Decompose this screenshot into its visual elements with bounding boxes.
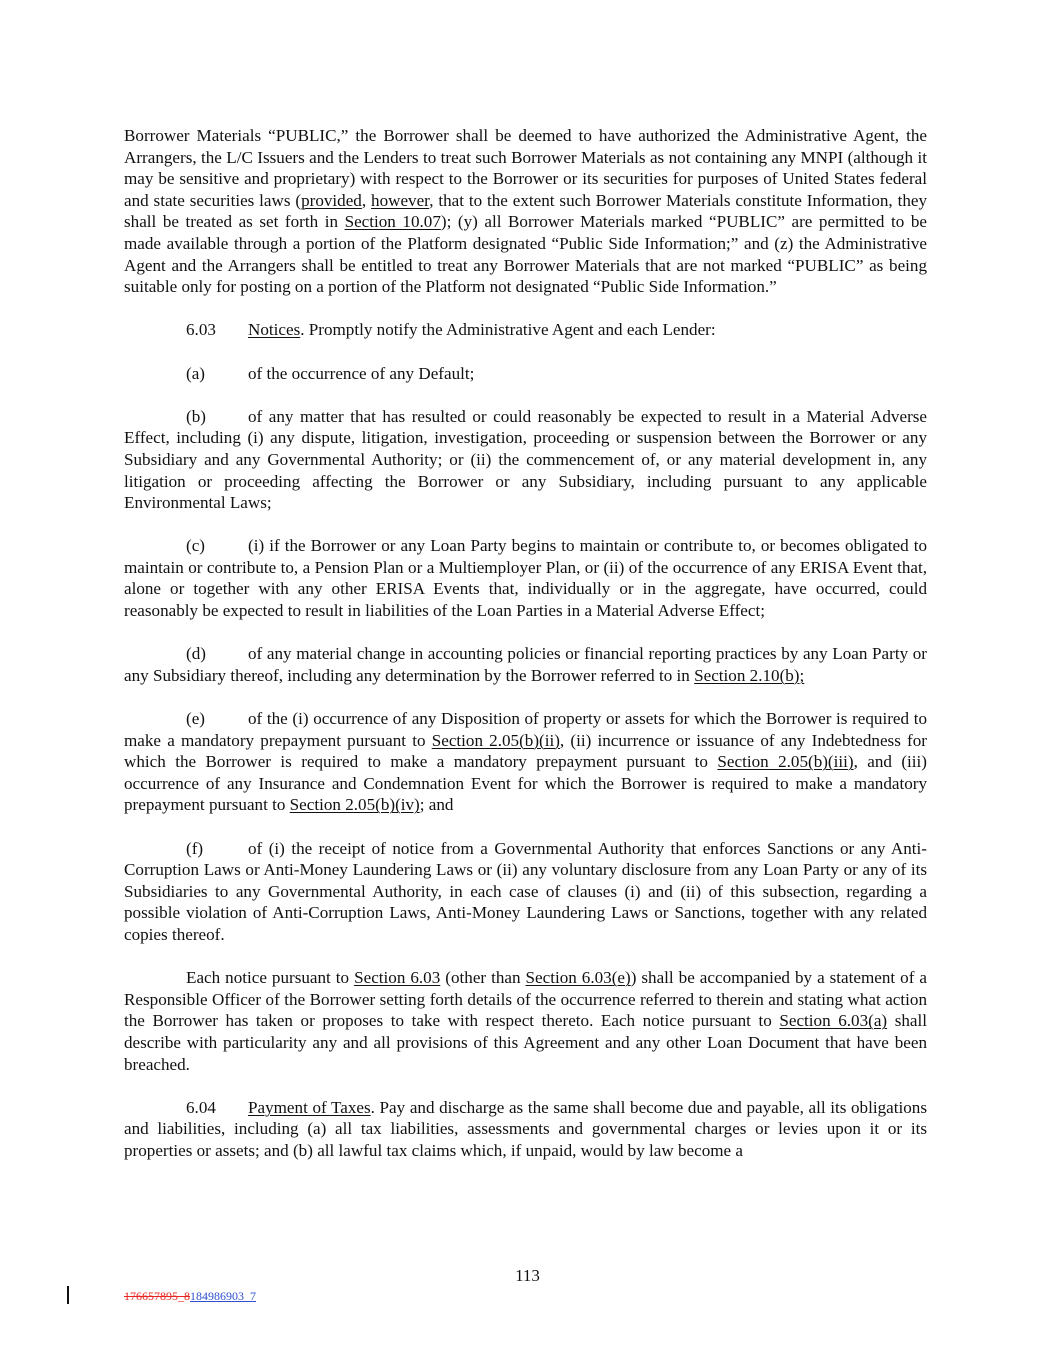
clause-label: (f) bbox=[186, 838, 204, 858]
intro-paragraph bbox=[124, 125, 927, 298]
intro-mid-text: , that to the extent such Borrower Materials constitute Information, they shall be treated as set forth in bbox=[124, 190, 927, 232]
notice-text: shall describe with particularity any and all provisions of this Agreement and any other Loan Document that have been breached. bbox=[124, 1011, 927, 1074]
deleted-document-id: 176657895_8 bbox=[124, 1289, 190, 1303]
intro-comma: , bbox=[361, 190, 372, 210]
section-ref-10-07: Section 10.07 bbox=[344, 212, 441, 232]
section-text: . Pay and discharge as the same shall become due and payable, all its obligations and liabilities, including (a) all tax liabilities, assessments and governmental charges or levies upon it or its properties or assets; and (b) all lawful tax claims which, if unpaid, would by law become a bbox=[124, 1097, 927, 1160]
clause-text: of any material change in accounting policies or financial reporting practices by any Loan Party or any Subsidiary thereof, including any determination by the Borrower referred to in bbox=[124, 644, 927, 685]
clause-text: of any matter that has resulted or could reasonably be expected to result in a Material Adverse Effect, including (i) any dispute, litigation, investigation, proceeding or suspension between the Borrower or any Subsidiary and any Governmental Authority; or (ii) the commencement of, or any material development in, any litigation or proceeding affecting the Borrower or any Subsidiary, including pursuant to any applicable Environmental Laws; bbox=[124, 406, 927, 513]
intro-end-text: ); (y) all Borrower Materials marked “PUBLIC” are permitted to be made available through a portion of the Platform designated “Public Side Information;” and (z) the Administrative Agent and the Arrangers shall be entitled to treat any Borrower Materials that are not marked “PUBLIC” as being suitable only for posting on a portion of the Platform not designated “Public Side Information.” bbox=[124, 212, 927, 297]
clause-text: , (ii) incurrence or issuance of any Indebtedness for which the Borrower is required to make a mandatory prepayment pursuant to bbox=[124, 730, 927, 772]
document-body bbox=[124, 125, 927, 1183]
section-title: Notices bbox=[248, 320, 301, 340]
section-ref-2-05-b-iv: Section 2.05(b)(iv) bbox=[289, 795, 420, 815]
clause-a bbox=[124, 363, 927, 385]
section-ref-2-05-b-iii: Section 2.05(b)(iii) bbox=[717, 752, 854, 772]
clause-label: (a) bbox=[186, 363, 205, 383]
clause-f bbox=[124, 838, 927, 946]
clause-label: (c) bbox=[186, 536, 205, 556]
clause-b bbox=[124, 406, 927, 514]
clause-label: (d) bbox=[186, 644, 206, 664]
section-6-04-heading bbox=[124, 1097, 927, 1162]
clause-c bbox=[124, 535, 927, 621]
notice-text: ) shall be accompanied by a statement of a Responsible Officer of the Borrower setting forth details of the occurrence referred to therein and stating what action the Borrower has taken or proposes to take with respect thereto. Each notice pursuant to bbox=[124, 968, 927, 1031]
however-term: however bbox=[371, 190, 430, 210]
clause-text: (i) if the Borrower or any Loan Party begins to maintain or contribute to, or becomes obligated to maintain or contribute to, a Pension Plan or a Multiemployer Plan, or (ii) of the occurrence of any ERISA Event that, alone or together with any other ERISA Events that, individually or in the aggregate, have occurred, could reasonably be expected to result in liabilities of the Loan Parties in a Material Adverse Effect; bbox=[124, 536, 927, 621]
section-ref-2-05-b-ii: Section 2.05(b)(ii) bbox=[431, 730, 560, 750]
clause-label: (e) bbox=[186, 709, 205, 729]
notice-paragraph bbox=[124, 967, 927, 1075]
section-ref-6-03: Section 6.03 bbox=[354, 968, 441, 988]
clause-d bbox=[124, 643, 927, 686]
section-ref-6-03-e: Section 6.03(e) bbox=[525, 968, 631, 988]
section-title: Payment of Taxes bbox=[248, 1097, 371, 1117]
section-text: . Promptly notify the Administrative Agent and each Lender: bbox=[300, 320, 716, 340]
clause-text: of the (i) occurrence of any Disposition of property or assets for which the Borrower is required to make a mandatory prepayment pursuant to bbox=[124, 709, 927, 750]
notice-text: (other than bbox=[440, 968, 526, 988]
revision-change-bar bbox=[67, 1286, 69, 1304]
clause-text: , and (iii) occurrence of any Insurance and Condemnation Event for which the Borrower is required to make a mandatory prepayment pursuant to bbox=[124, 752, 927, 815]
section-number: 6.03 bbox=[186, 320, 216, 340]
section-6-03-heading bbox=[124, 319, 927, 341]
clause-e bbox=[124, 708, 927, 816]
inserted-document-id: 184986903_7 bbox=[190, 1289, 256, 1303]
provided-term: provided bbox=[301, 190, 362, 210]
page-number: 113 bbox=[515, 1266, 540, 1285]
section-ref-6-03-a: Section 6.03(a) bbox=[779, 1011, 888, 1031]
clause-text: of the occurrence of any Default; bbox=[248, 363, 475, 383]
clause-end: ; and bbox=[419, 795, 454, 815]
clause-label: (b) bbox=[186, 406, 206, 426]
clause-end: ; bbox=[799, 665, 805, 685]
notice-text: Each notice pursuant to bbox=[186, 968, 355, 988]
intro-text: Borrower Materials “PUBLIC,” the Borrower shall be deemed to have authorized the Administrative Agent, the Arrangers, the L/C Issuers and the Lenders to treat such Borrower Materials as not containing any MNPI (although it may be sensitive and proprietary) with respect to the Borrower or its securities for purposes of United States federal and state securities laws ( bbox=[124, 126, 927, 210]
section-number: 6.04 bbox=[186, 1097, 216, 1117]
clause-text: of (i) the receipt of notice from a Governmental Authority that enforces Sanctions or any Anti-Corruption Laws or Anti-Money Laundering Laws or (ii) any voluntary disclosure from any Loan Party or any of its Subsidiaries to any Governmental Authority, in each case of clauses (i) and (ii) of this subsection, regarding a possible violation of Anti-Corruption Laws, Anti-Money Laundering Laws or Sanctions, together with any related copies thereof. bbox=[124, 838, 927, 944]
document-id bbox=[124, 1289, 256, 1304]
section-ref-2-10-b: Section 2.10(b) bbox=[694, 665, 800, 685]
